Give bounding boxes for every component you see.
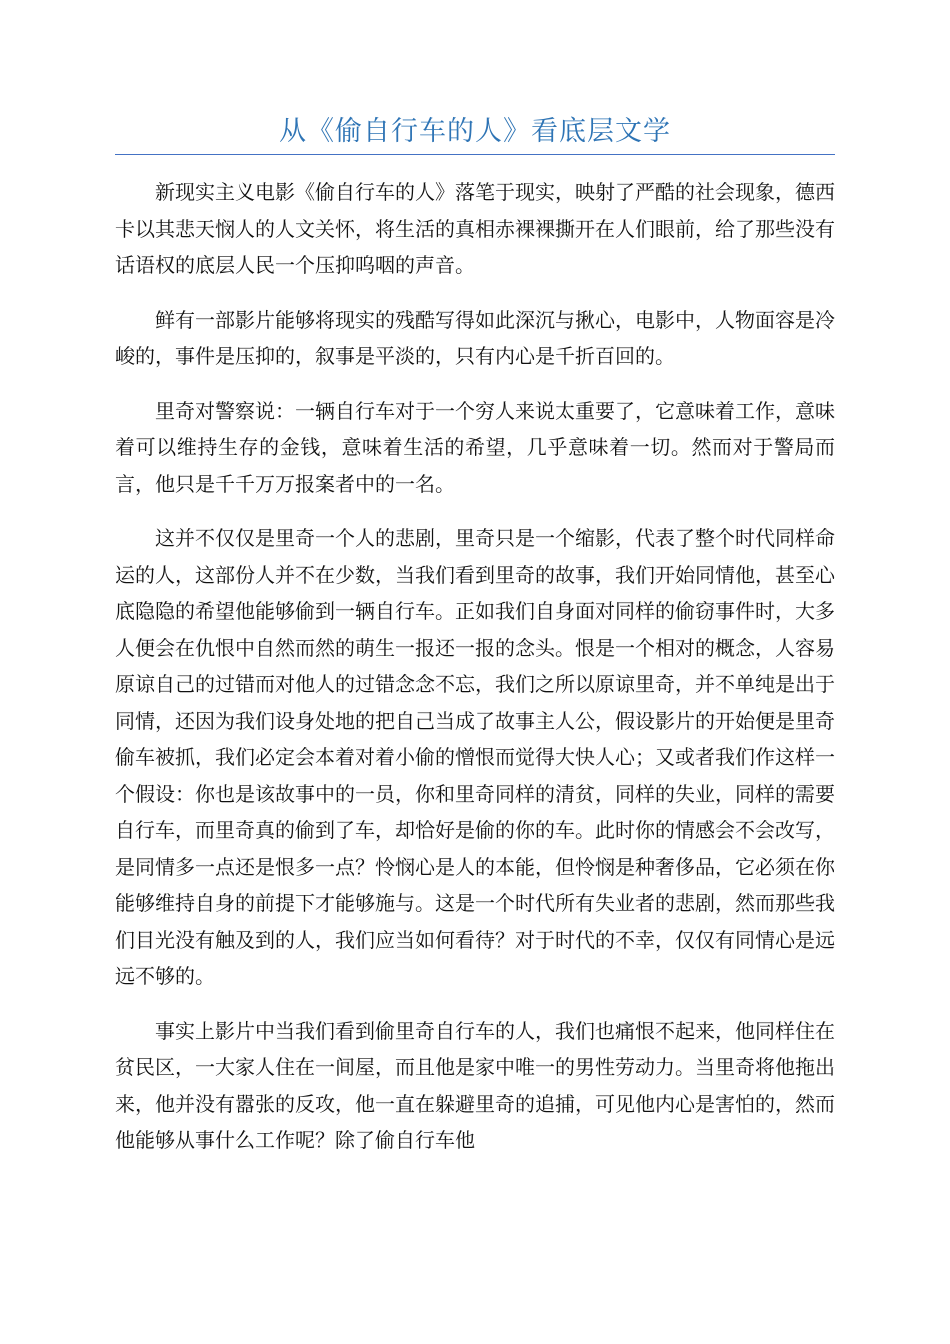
- document-title: 从《偷自行车的人》看底层文学: [279, 116, 671, 147]
- paragraph: 里奇对警察说：一辆自行车对于一个穷人来说太重要了，它意味着工作，意味着可以维持生存的金钱，意味着生活的希望，几乎意味着一切。然而对于警局而言，他只是千千万万报案者中的一名。: [115, 398, 835, 496]
- title-underline: [115, 154, 835, 155]
- paragraph: 这并不仅仅是里奇一个人的悲剧，里奇只是一个缩影，代表了整个时代同样命运的人，这部份人并不在少数，当我们看到里奇的故事，我们开始同情他，甚至心底隐隐的希望他能够偷到一辆自行车。正如我们自身面对同样的偷窃事件时，大多人便会在仇恨中自然而然的萌生一报还一报的念头。恨是一个相对的概念，人容易原谅自己的过错而对他人的过错念念不忘，我们之所以原谅里奇，并不单纯是出于同情，还因为我们设身处地的把自己当成了故事主人公，假设影片的开始便是里奇偷车被抓，我们必定会本着对着小偷的憎恨而觉得大快人心；又或者我们作这样一个假设：你也是该故事中的一员，你和里奇同样的清贫，同样的失业，同样的需要自行车，而里奇真的偷到了车，却恰好是偷的你的车。此时你的情感会不会改写，是同情多一点还是恨多一点？怜悯心是人的本能，但怜悯是种奢侈品，它必须在你能够维持自身的前提下才能够施与。这是一个时代所有失业者的悲剧，然而那些我们目光没有触及到的人，我们应当如何看待？对于时代的不幸，仅仅有同情心是远远不够的。: [115, 526, 835, 988]
- document-body: [115, 174, 835, 1177]
- paragraph: 事实上影片中当我们看到偷里奇自行车的人，我们也痛恨不起来，他同样住在贫民区，一大家人住在一间屋，而且他是家中唯一的男性劳动力。当里奇将他拖出来，他并没有嚣张的反攻，他一直在躲避里奇的追捕，可见他内心是害怕的，然而他能够从事什么工作呢？除了偷自行车他: [115, 1018, 835, 1152]
- paragraph: 鲜有一部影片能够将现实的残酷写得如此深沉与揪心，电影中，人物面容是冷峻的，事件是压抑的，叙事是平淡的，只有内心是千折百回的。: [115, 307, 835, 368]
- paragraph: 新现实主义电影《偷自行车的人》落笔于现实，映射了严酷的社会现象，德西卡以其悲天悯人的人文关怀，将生活的真相赤裸裸撕开在人们眼前，给了那些没有话语权的底层人民一个压抑呜咽的声音。: [115, 180, 835, 277]
